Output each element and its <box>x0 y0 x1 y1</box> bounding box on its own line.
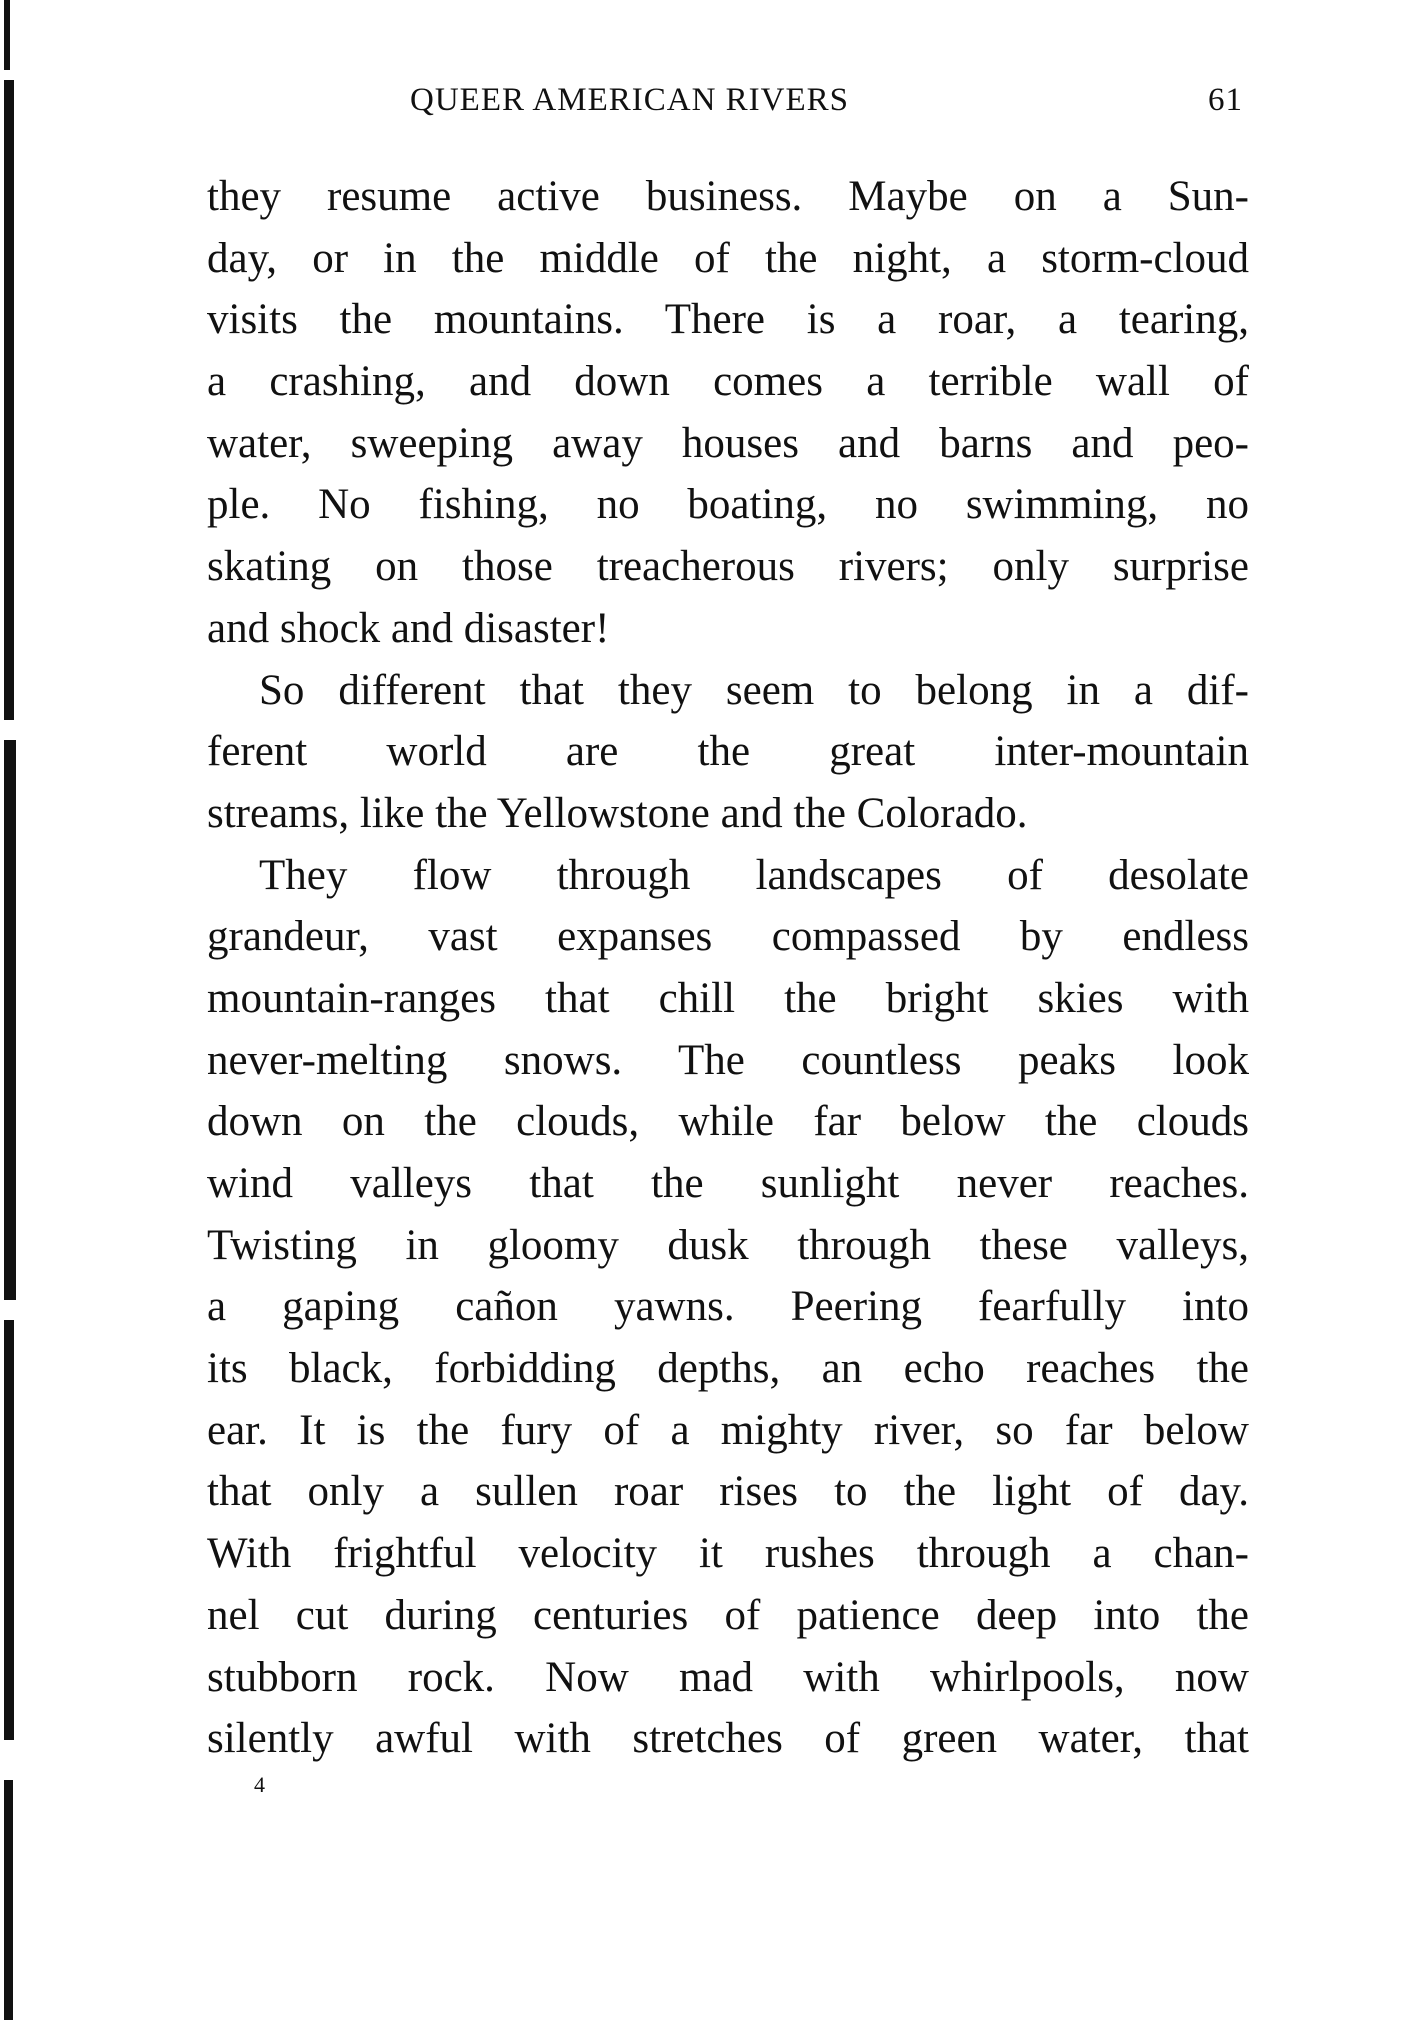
text-line: mountain-ranges that chill the bright skies with <box>207 974 1249 1022</box>
text-line: its black, forbidding depths, an echo reaches the <box>207 1345 1249 1393</box>
page-number: 61 <box>1208 82 1243 118</box>
text-line: ear. It is the fury of a mighty river, so far below <box>207 1406 1249 1454</box>
paragraph <box>207 660 1249 845</box>
text-line: water, sweeping away houses and barns and peo- <box>207 419 1249 467</box>
text-line: silently awful with stretches of green water, that <box>207 1715 1249 1763</box>
paragraph <box>207 166 1249 660</box>
text-line: day, or in the middle of the night, a storm-cloud <box>207 234 1249 282</box>
text-line: ferent world are the great inter-mountain <box>207 728 1249 776</box>
text-line: stubborn rock. Now mad with whirlpools, now <box>207 1653 1249 1701</box>
text-line: With frightful velocity it rushes through a chan- <box>207 1530 1249 1578</box>
text-line: Twisting in gloomy dusk through these valleys, <box>207 1221 1249 1269</box>
text-line: down on the clouds, while far below the clouds <box>207 1098 1249 1146</box>
body-text <box>207 166 1249 1770</box>
text-line: So different that they seem to belong in a dif- <box>259 666 1249 714</box>
signature-mark: 4 <box>254 1772 265 1797</box>
book-binding-edge <box>0 0 22 2031</box>
text-line: visits the mountains. There is a roar, a tearing, <box>207 296 1249 344</box>
paragraph <box>207 845 1249 1770</box>
text-line: skating on those treacherous rivers; only surprise <box>207 543 1249 591</box>
running-title: QUEER AMERICAN RIVERS <box>410 82 850 118</box>
text-line: and shock and disaster! <box>207 604 610 652</box>
text-line: that only a sullen roar rises to the light of day. <box>207 1468 1249 1516</box>
text-line: a crashing, and down comes a terrible wall of <box>207 358 1249 406</box>
text-line: They flow through landscapes of desolate <box>259 851 1249 899</box>
text-line: nel cut during centuries of patience deep into the <box>207 1591 1249 1639</box>
text-line: streams, like the Yellowstone and the Colorado. <box>207 789 1028 837</box>
text-line: grandeur, vast expanses compassed by endless <box>207 913 1249 961</box>
text-line: a gaping cañon yawns. Peering fearfully into <box>207 1283 1249 1331</box>
text-line: never-melting snows. The countless peaks look <box>207 1036 1249 1084</box>
text-line: they resume active business. Maybe on a Sun- <box>207 173 1249 220</box>
text-line: wind valleys that the sunlight never reaches. <box>207 1160 1249 1207</box>
text-line: ple. No fishing, no boating, no swimming, no <box>207 481 1249 529</box>
